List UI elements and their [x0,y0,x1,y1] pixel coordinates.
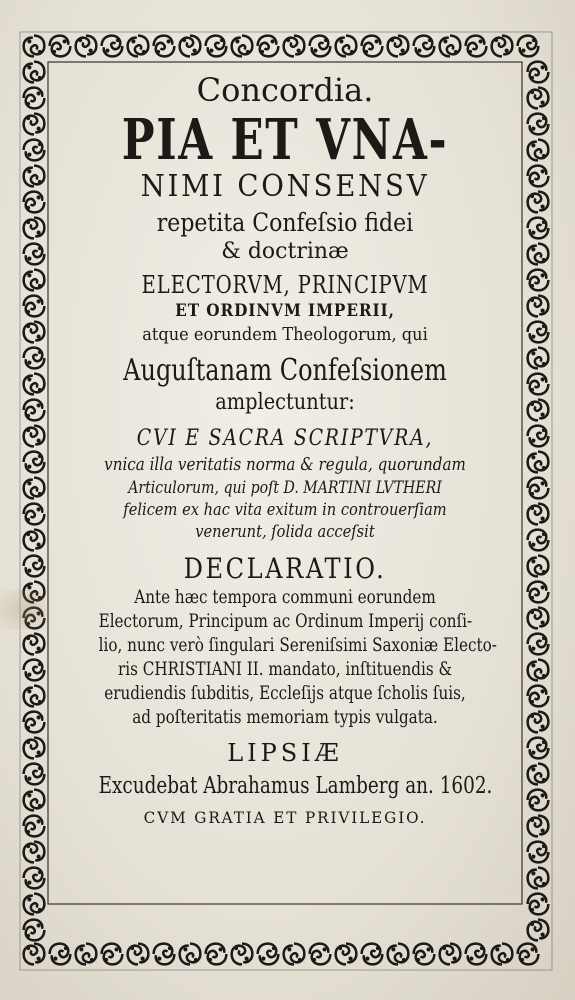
border-ornament [310,944,331,965]
text-doctrinae: & doctrinæ [221,239,349,264]
border-ornament [24,478,45,499]
border-ornament [528,868,549,889]
border-ornament [232,944,253,965]
border-ornament [102,944,123,965]
border-ornament [414,944,435,965]
border-ornament [24,114,45,135]
border-ornament [492,36,513,57]
border-ornament [24,270,45,291]
border-ornament [24,764,45,785]
border-ornament [528,634,549,655]
border-ornament [528,452,549,473]
border-ornament [206,36,227,57]
border-ornament [24,738,45,759]
text-lipsiae: LIPSIÆ [227,739,343,767]
text-christiani: ris CHRISTIANI II. mandato, inſtituendis & [117,658,453,680]
border-ornament [284,36,305,57]
title-concordia: Concordia. [196,71,374,109]
border-ornament [24,400,45,421]
border-ornament [258,36,279,57]
border-ornament [362,944,383,965]
border-ornament [528,920,549,941]
border-ornament [284,944,305,965]
text-electorum: ELECTORVM, PRINCIPVM [141,271,429,299]
border-ornament [528,218,549,239]
border-ornament [24,712,45,733]
border-ornament [528,88,549,109]
text-vnica: vnica illa veritatis norma & regula, quorundam [104,454,466,475]
border-ornament [518,36,539,57]
border-ornament [24,556,45,577]
border-ornament [24,166,45,187]
border-ornament [154,944,175,965]
border-ornament [528,608,549,629]
border-ornament [24,944,45,965]
border-ornament [528,764,549,785]
text-felicem: felicem ex hac vita exitum in controuerſiam [123,500,447,520]
text-augustanam: Auguſtanam Confeſsionem [123,353,447,388]
text-cui-e-sacra: CVI E SACRA SCRIPTVRA, [136,426,434,451]
border-ornament [492,944,513,965]
border-ornament [24,192,45,213]
border-ornament [24,88,45,109]
border-ornament [24,322,45,343]
border-ornament [528,686,549,707]
border-ornament [528,738,549,759]
border-ornament [528,712,549,733]
border-ornament [128,36,149,57]
border-ornament [528,348,549,369]
border-ornament [24,62,45,83]
text-lio-nunc: lio, nunc verò ſingulari Sereniſsimi Saxoniæ Electo- [98,634,497,656]
border-ornament [24,634,45,655]
text-atque: atque eorundem Theologorum, qui [142,324,428,345]
border-ornament [24,816,45,837]
border-ornament [24,348,45,369]
border-ornament [336,944,357,965]
border-ornament [24,244,45,265]
border-ornament [528,478,549,499]
border-ornament [336,36,357,57]
border-ornament [528,426,549,447]
border-ornament [24,920,45,941]
border-ornament [180,36,201,57]
border-ornament [24,868,45,889]
text-venerunt: venerunt, ſolida acceſsit [195,522,375,542]
border-ornament [24,218,45,239]
border-ornament [310,36,331,57]
text-repetita: repetita Confeſsio fidei [156,208,414,237]
border-ornament [528,114,549,135]
border-ornament [518,944,539,965]
border-ornament [258,944,279,965]
border-ornament [24,140,45,161]
text-amplectuntur: amplectuntur: [215,390,355,415]
text-articulorum: Articulorum, qui poſt D. MARTINI LVTHERI [128,478,442,498]
border-ornament [24,452,45,473]
border-ornament [528,270,549,291]
text-electorum-principum: Electorum, Principum ac Ordinum Imperij conſi- [98,610,473,632]
border-ornament [528,582,549,603]
border-ornament [24,36,45,57]
title-pia-et-vna: PIA ET VNA- [121,107,449,173]
border-ornament [24,374,45,395]
border-ornament [154,36,175,57]
border-ornament [528,192,549,213]
border-ornament [24,660,45,681]
border-ornament [76,944,97,965]
text-posteritatis: ad poſteritatis memoriam typis vulgata. [132,706,438,728]
border-ornament [528,296,549,317]
border-ornament [528,790,549,811]
border-ornament [24,686,45,707]
border-ornament [528,244,549,265]
text-excudebat: Excudebat Abrahamus Lamberg an. 1602. [98,773,493,799]
border-ornament [528,62,549,83]
border-ornament [466,944,487,965]
border-ornament [388,36,409,57]
text-cum-gratia: CVM GRATIA ET PRIVILEGIO. [143,808,427,827]
border-ornament [528,374,549,395]
border-ornament [24,894,45,915]
border-ornament [362,36,383,57]
border-ornament [206,944,227,965]
border-ornament [232,36,253,57]
border-ornament [414,36,435,57]
border-ornament [102,36,123,57]
text-declaratio: DECLARATIO. [183,552,387,585]
border-ornament [528,816,549,837]
border-ornament [128,944,149,965]
border-ornament [528,166,549,187]
border-ornament [528,842,549,863]
border-ornament [528,322,549,343]
border-ornament [388,944,409,965]
paper-stain [0,590,46,630]
border-ornament [528,400,549,421]
border-ornament [50,944,71,965]
title-nimi-consensv: NIMI CONSENSV [140,169,430,204]
border-ornament [50,36,71,57]
border-ornament [528,556,549,577]
border-ornament [528,140,549,161]
border-ornament [528,530,549,551]
border-ornament [24,296,45,317]
text-ordinum: ET ORDINVM IMPERII, [175,301,395,321]
border-ornament [440,944,461,965]
border-ornament [24,530,45,551]
border-ornament [466,36,487,57]
border-ornament [528,894,549,915]
border-ornament [24,504,45,525]
border-ornament [24,426,45,447]
border-ornament [24,842,45,863]
border-ornament [76,36,97,57]
title-text [52,68,518,898]
text-ante-haec: Ante hæc tempora communi eorundem [134,586,436,608]
border-ornament [528,660,549,681]
border-ornament [180,944,201,965]
border-ornament [24,790,45,811]
border-ornament [440,36,461,57]
text-erudiendis: erudiendis ſubditis, Eccleſijs atque ſcholis ſuis, [104,682,466,704]
border-ornament [528,504,549,525]
